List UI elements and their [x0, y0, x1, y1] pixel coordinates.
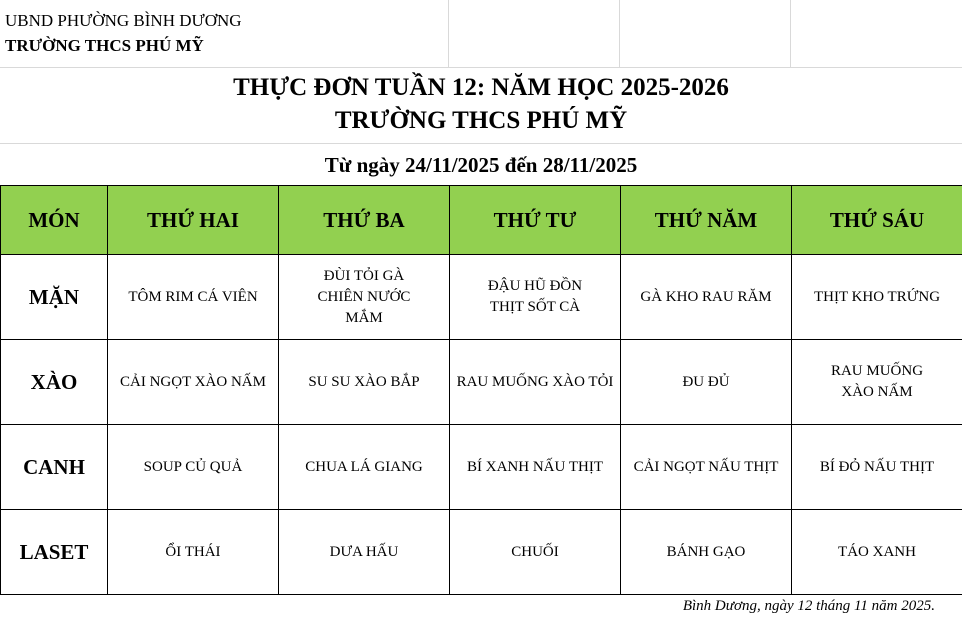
dish-cell: CẢI NGỌT XÀO NẤM [108, 340, 279, 425]
gridline [619, 0, 620, 67]
table-row [1, 340, 962, 425]
table-row [1, 510, 962, 595]
menu-title: THỰC ĐƠN TUẦN 12: NĂM HỌC 2025-2026 [233, 74, 729, 101]
dish-cell: DƯA HẤU [279, 510, 450, 595]
org-name-line2: TRƯỜNG THCS PHÚ MỸ [5, 36, 204, 55]
dish-cell: SOUP CỦ QUẢ [108, 425, 279, 510]
header-row [0, 0, 962, 68]
table-row [1, 255, 962, 340]
menu-table [0, 185, 962, 595]
day-header-thursday: THỨ NĂM [621, 186, 792, 255]
gridline [448, 0, 449, 67]
dish-cell: RAU MUỐNG XÀO TỎI [450, 340, 621, 425]
row-label: CANH [1, 425, 108, 510]
dish-cell: BÍ XANH NẤU THỊT [450, 425, 621, 510]
date-range: Từ ngày 24/11/2025 đến 28/11/2025 [324, 153, 638, 177]
day-header-wednesday: THỨ TƯ [450, 186, 621, 255]
dish-cell: ĐẬU HŨ ĐỒN THỊT SỐT CÀ [450, 255, 621, 340]
dish-cell: BÍ ĐỎ NẤU THỊT [792, 425, 962, 510]
dish-cell: ỔI THÁI [108, 510, 279, 595]
table-row [1, 425, 962, 510]
dish-cell: CHUA LÁ GIANG [279, 425, 450, 510]
dish-cell: BÁNH GẠO [621, 510, 792, 595]
dish-cell: TÁO XANH [792, 510, 962, 595]
dish-cell: ĐU ĐỦ [621, 340, 792, 425]
gridline [790, 0, 791, 67]
table-header-row [1, 186, 962, 255]
day-header-monday: THỨ HAI [108, 186, 279, 255]
row-label: MẶN [1, 255, 108, 340]
dish-cell: RAU MUỐNG XÀO NẤM [792, 340, 962, 425]
place-date-signature-line: Bình Dương, ngày 12 tháng 11 năm 2025. [682, 598, 935, 614]
dish-cell: TÔM RIM CÁ VIÊN [108, 255, 279, 340]
corner-header: MÓN [1, 186, 108, 255]
dish-cell: ĐÙI TỎI GÀ CHIÊN NƯỚC MẮM [279, 255, 450, 340]
dish-cell: SU SU XÀO BẮP [279, 340, 450, 425]
dish-cell: CHUỐI [450, 510, 621, 595]
dish-cell: CẢI NGỌT NẤU THỊT [621, 425, 792, 510]
dish-cell: GÀ KHO RAU RĂM [621, 255, 792, 340]
school-name: TRƯỜNG THCS PHÚ MỸ [334, 107, 628, 134]
row-label: XÀO [1, 340, 108, 425]
day-header-friday: THỨ SÁU [792, 186, 962, 255]
row-label: LASET [1, 510, 108, 595]
day-header-tuesday: THỨ BA [279, 186, 450, 255]
dish-cell: THỊT KHO TRỨNG [792, 255, 962, 340]
org-name-line1: UBND PHƯỜNG BÌNH DƯƠNG [5, 11, 242, 30]
